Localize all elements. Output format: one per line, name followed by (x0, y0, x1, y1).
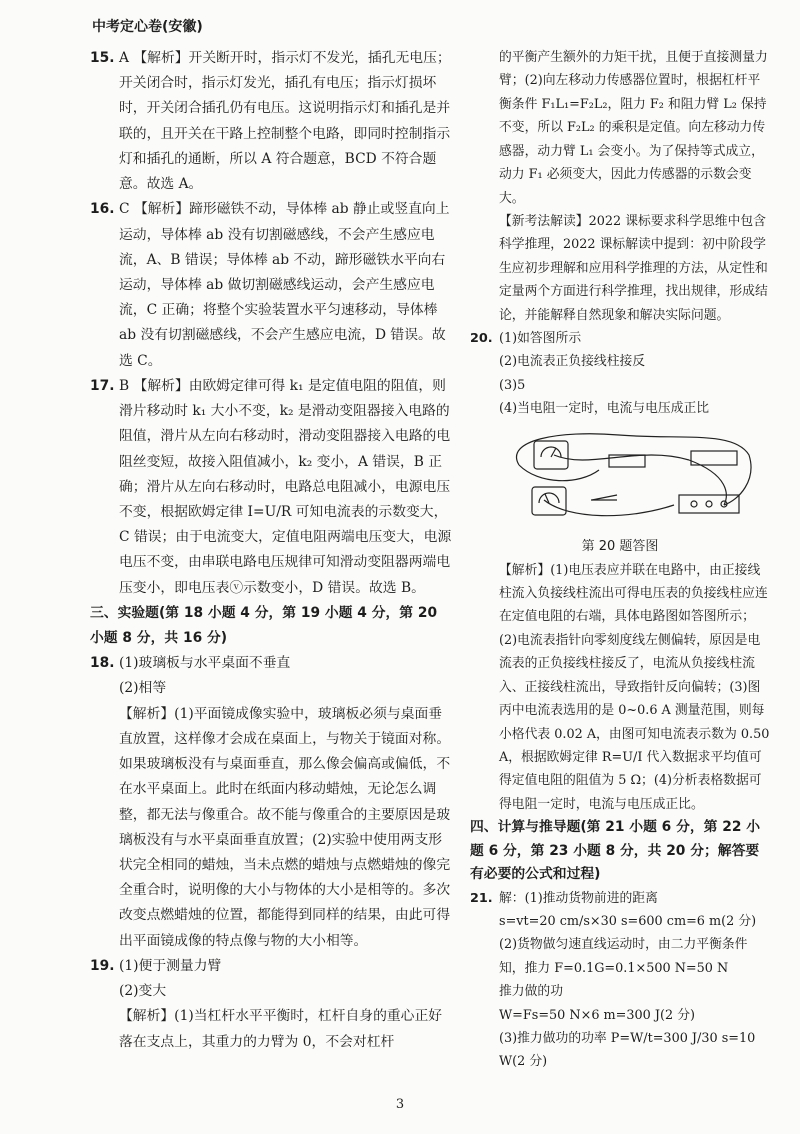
question-number: 15. (90, 50, 115, 66)
right-column (470, 46, 770, 1074)
answer-text: B 【解析】由欧姆定律可得 k₁ 是定值电阻的阻值，则滑片移动时 k₁ 大小不变，k₂ 是滑动变阻器接入电路的阻值，滑片从左向右移动时，滑动变阻器接入电路的电阻丝变短，故接入阻值减小，k₂ 变小，A 错误，B 正确；滑片从左向右移动时，电路总电阻减小，电源电压不变，根据欧姆定律 I=U/R 可知电流表的示数变大，C 错误；由于电流变大，定值电阻两端电压变大，电源电压不变，由串联电路电压规律可知滑动变阻器两端电压变小，即电压表ⓥ示数变小，D 错误。故选 B。 (119, 377, 452, 596)
answer-line: (3)推力做功的功率 P=W/t=300 J/30 s=10 W(2 分) (499, 1031, 756, 1070)
answer-line: (1)玻璃板与水平桌面不垂直 (119, 655, 291, 672)
answer-line: (3)5 (499, 377, 526, 393)
explanation-text: 【解析】(1)当杠杆水平平衡时，杠杆自身的重心正好落在支点上，其重力的力臂为 0，不会对杠杆 (119, 1008, 443, 1050)
answer-line: (4)当电阻一定时，电流与电压成正比 (499, 401, 710, 417)
question-15 (90, 46, 452, 197)
question-number: 20. (470, 331, 493, 347)
question-20 (470, 327, 770, 350)
answer-line: 解：(1)推动货物前进的距离 (499, 890, 658, 906)
question-17 (90, 374, 452, 601)
question-number: 19. (90, 957, 115, 974)
explanation-text: 【解析】(1)电压表应并联在电路中，由正接线柱流入负接线柱流出可得电压表的负接线柱应连在定值电阻的右端，具体电路图如答图所示；(2)电流表指针向零刻度线左侧偏转，原因是电流表的正负接线柱接反了，电流从负接线柱流入、正接线柱流出，导致指针反向偏转；(3)图丙中电流表选用的是 0~0.6 A 测量范围，则每小格代表 0.02 A，由图可知电流表示数为 0.50 A，根据欧姆定律 R=U/I 代入数据求平均值可得定值电阻的阻值为 5 Ω；(4)分析表格数据可得电阻一定时，电流与电压成正比。 (499, 562, 770, 812)
page-header: 中考定心卷(安徽) (92, 19, 203, 35)
circuit-diagram-icon (499, 425, 759, 525)
page-number: 3 (395, 1097, 405, 1112)
answer-text: A 【解析】开关断开时，指示灯不发光，插孔无电压；开关闭合时，指示灯发光，插孔有电压；指示灯损坏时，开关闭合插孔仍有电压。这说明指示灯和插孔是并联的，且开关在干路上控制整个电路，即同时控制指示灯和插孔的通断，所以 A 符合题意，BCD 不符合题意。故选 A。 (119, 50, 451, 193)
question-number: 18. (90, 655, 115, 672)
explanation-continued: 的平衡产生额外的力矩干扰，且便于直接测量力臂；(2)向左移动力传感器位置时，根据杠杆平衡条件 F₁L₁=F₂L₂，阻力 F₂ 和阻力臂 L₂ 保持不变，所以 F₂L₂ 的乘积是定值。向左移动力传感器，动力臂 L₁ 会变小。为了保持等式成立，动力 F₁ 必须变大，因此力传感器的示数会变大。 (499, 50, 768, 206)
section-heading-calculation: 四、计算与推导题(第 21 小题 6 分，第 22 小题 6 分，第 23 小题 8 分，共 20 分；解答要有必要的公式和过程) (470, 819, 761, 883)
question-19 (90, 954, 452, 979)
answer-line: (2)变大 (119, 983, 167, 1000)
new-standard-note: 【新考法解读】2022 课标要求科学思维中包含科学推理，2022 课标解读中提到：初中阶段学生应初步理解和应用科学推理的方法，从定性和定量两个方面进行科学推理，找出规律，形成结论，并能解释自然现象和解决实际问题。 (499, 213, 768, 323)
answer-line: (2)电流表正负接线柱接反 (499, 354, 646, 370)
answer-line: (1)便于测量力臂 (119, 957, 222, 974)
circuit-answer-figure (470, 425, 770, 533)
figure-caption: 第 20 题答图 (581, 539, 659, 555)
question-21 (470, 887, 770, 910)
answer-line: (2)货物做匀速直线运动时，由二力平衡条件知，推力 F=0.1G=0.1×500 N=50 N (499, 937, 748, 976)
answer-line: (1)如答图所示 (499, 331, 582, 347)
explanation-text: 【解析】(1)平面镜成像实验中，玻璃板必须与桌面垂直放置，这样像才会成在桌面上，与物关于镜面对称。如果玻璃板没有与桌面垂直，那么像会偏高或偏低，不在水平桌面上。此时在纸面内移动蜡烛，无论怎么调整，都无法与像重合。故不能与像重合的主要原因是玻璃板没有与水平桌面垂直放置；(2)实验中使用两支形状完全相同的蜡烛，当未点燃的蜡烛与点燃蜡烛的像完全重合时，说明像的大小与物体的大小是相等的。多次改变点燃蜡烛的位置，都能得到同样的结果，由此可得出平面镜成像的特点像与物的大小相等。 (119, 705, 451, 949)
question-16 (90, 197, 452, 374)
answer-line: W=Fs=50 N×6 m=300 J(2 分) (499, 1007, 695, 1023)
answer-text: C 【解析】蹄形磁铁不动，导体棒 ab 静止或竖直向上运动，导体棒 ab 没有切割磁感线，不会产生感应电流，A、B 错误；导体棒 ab 不动，蹄形磁铁水平向右运动，导体棒 ab 做切割磁感线运动，会产生感应电流，C 正确；将整个实验装置水平匀速移动，导体棒 ab 没有切割磁感线，不会产生感应电流，D 错误。故选 C。 (119, 201, 450, 369)
answer-line: (2)相等 (119, 680, 167, 697)
question-number: 17. (90, 377, 115, 394)
question-number: 16. (90, 201, 115, 218)
question-number: 21. (470, 890, 493, 906)
answer-line: 推力做的功 (499, 984, 563, 1000)
answer-line: s=vt=20 cm/s×30 s=600 cm=6 m(2 分) (499, 913, 757, 929)
left-column (90, 46, 452, 1055)
section-heading-experiments: 三、实验题(第 18 小题 4 分，第 19 小题 4 分，第 20 小题 8 分，共 16 分) (90, 604, 438, 647)
question-18 (90, 651, 452, 676)
